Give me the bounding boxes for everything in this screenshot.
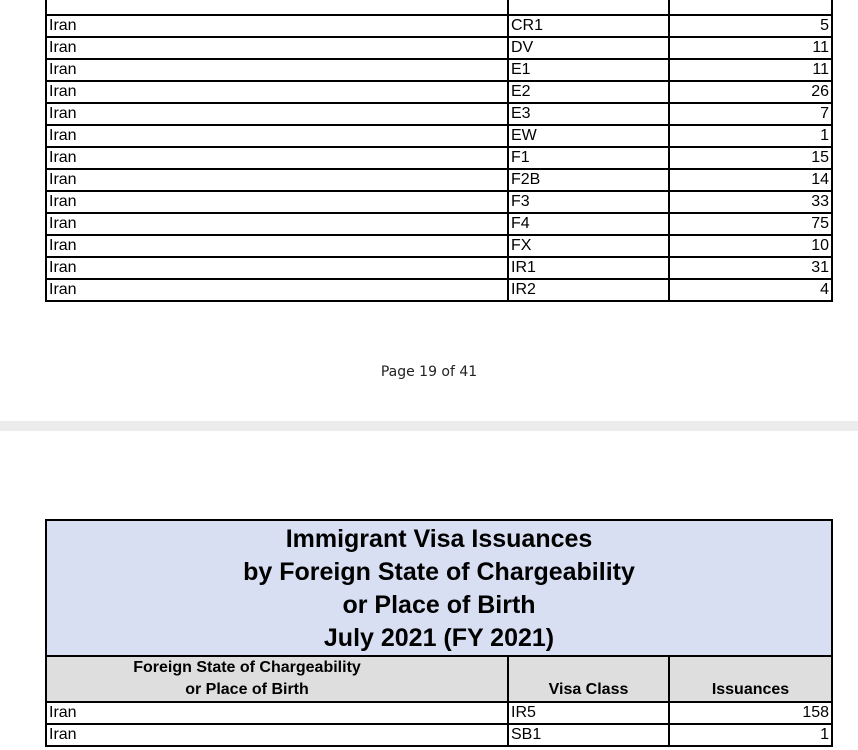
visa-class-cell: IR1	[508, 257, 669, 279]
issuances-cell	[669, 0, 832, 15]
table-row	[46, 213, 832, 235]
issuances-cell: 5	[669, 15, 832, 37]
visa-class-cell: F4	[508, 213, 669, 235]
table-row	[46, 169, 832, 191]
country-cell: Iran	[46, 103, 508, 125]
issuances-cell: 7	[669, 103, 832, 125]
country-cell: Iran	[46, 279, 508, 301]
issuances-cell: 14	[669, 169, 832, 191]
visa-class-cell: F2B	[508, 169, 669, 191]
visa-class-cell: F3	[508, 191, 669, 213]
issuances-cell: 11	[669, 59, 832, 81]
visa-issuance-table	[45, 519, 833, 747]
table-row	[46, 15, 832, 37]
table-row	[46, 59, 832, 81]
column-header-country-line: Foreign State of Chargeability	[133, 659, 361, 676]
country-cell: Iran	[46, 213, 508, 235]
column-header-country-line: or Place of Birth	[185, 681, 309, 698]
table-header-row	[46, 656, 832, 702]
column-header-visa-class: Visa Class	[508, 656, 669, 702]
column-header-issuances: Issuances	[669, 656, 832, 702]
table-row	[46, 279, 832, 301]
table-row	[46, 81, 832, 103]
country-cell: Iran	[46, 702, 508, 724]
country-cell: Iran	[46, 257, 508, 279]
table-row	[46, 702, 832, 724]
issuances-cell: 4	[669, 279, 832, 301]
country-cell: Iran	[46, 125, 508, 147]
visa-class-cell: FX	[508, 235, 669, 257]
visa-class-cell: DV	[508, 37, 669, 59]
column-header-country	[46, 656, 508, 702]
table-row	[46, 147, 832, 169]
title-line: or Place of Birth	[342, 591, 536, 619]
table-title-row	[46, 520, 832, 656]
table-row	[46, 37, 832, 59]
issuances-cell: 10	[669, 235, 832, 257]
document-page-20	[0, 431, 858, 750]
visa-class-cell: IR5	[508, 702, 669, 724]
title-line: July 2021 (FY 2021)	[323, 624, 555, 652]
table-row	[46, 257, 832, 279]
visa-class-cell: E1	[508, 59, 669, 81]
page-number: Page 19 of 41	[380, 364, 478, 380]
issuances-cell: 31	[669, 257, 832, 279]
visa-class-cell: IR2	[508, 279, 669, 301]
country-cell: Iran	[46, 235, 508, 257]
issuances-cell: 1	[669, 724, 832, 746]
visa-class-cell: E3	[508, 103, 669, 125]
country-cell: Iran	[46, 147, 508, 169]
table-row	[46, 103, 832, 125]
table-row	[46, 125, 832, 147]
country-cell: Iran	[46, 37, 508, 59]
issuances-cell: 26	[669, 81, 832, 103]
visa-issuance-table	[45, 0, 833, 302]
title-line: by Foreign State of Chargeability	[243, 558, 635, 586]
table-row	[46, 235, 832, 257]
issuances-cell: 15	[669, 147, 832, 169]
country-cell: Iran	[46, 724, 508, 746]
visa-class-cell: E2	[508, 81, 669, 103]
page-separator	[0, 421, 858, 431]
issuances-cell: 158	[669, 702, 832, 724]
visa-class-cell	[508, 0, 669, 15]
issuances-cell: 1	[669, 125, 832, 147]
table-body	[46, 702, 832, 746]
country-cell: Iran	[46, 169, 508, 191]
visa-class-cell: EW	[508, 125, 669, 147]
issuances-cell: 75	[669, 213, 832, 235]
country-cell: Iran	[46, 191, 508, 213]
table-title	[46, 520, 832, 656]
table-body	[46, 0, 832, 301]
title-line: Immigrant Visa Issuances	[285, 525, 593, 553]
country-cell: Iran	[46, 59, 508, 81]
table-row	[46, 724, 832, 746]
issuances-cell: 11	[669, 37, 832, 59]
table-row	[46, 191, 832, 213]
country-cell: Iran	[46, 81, 508, 103]
country-cell: Iran	[46, 15, 508, 37]
issuances-cell: 33	[669, 191, 832, 213]
visa-class-cell: SB1	[508, 724, 669, 746]
country-cell	[46, 0, 508, 15]
visa-class-cell: F1	[508, 147, 669, 169]
visa-class-cell: CR1	[508, 15, 669, 37]
table-row-spill	[46, 0, 832, 15]
